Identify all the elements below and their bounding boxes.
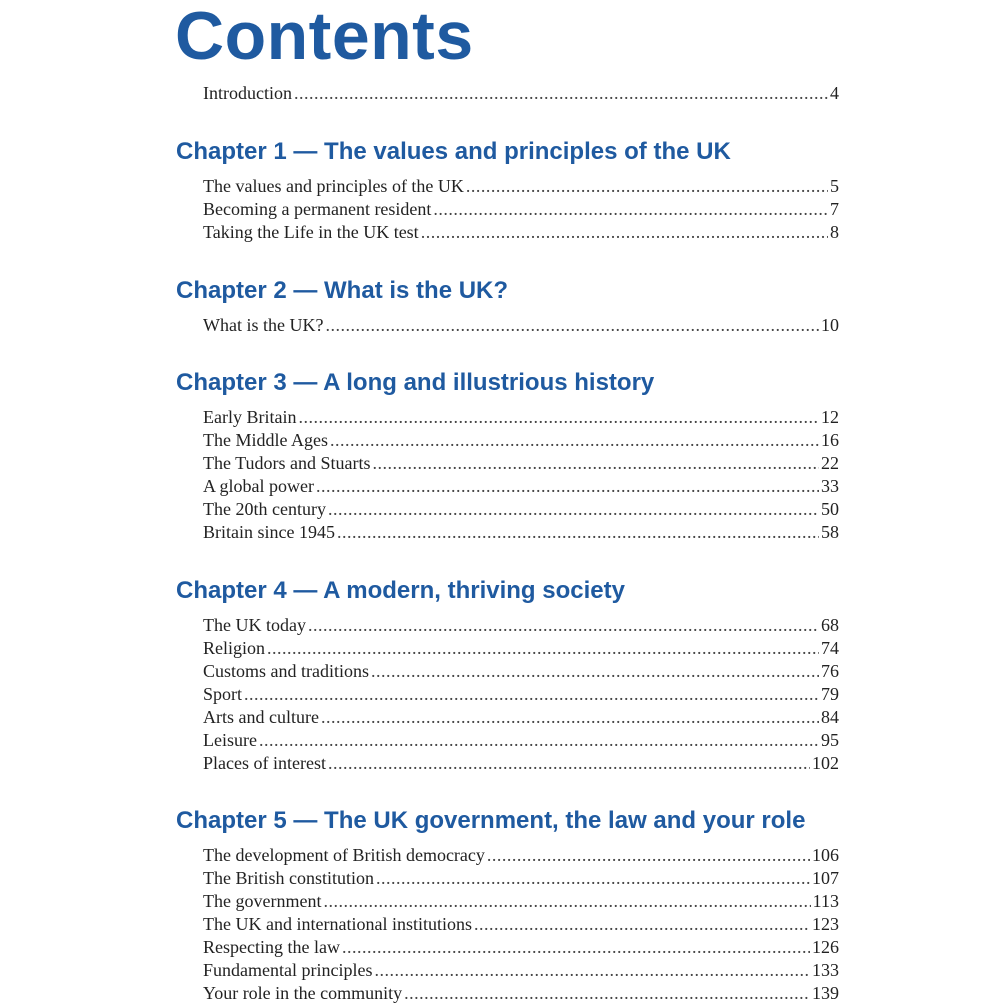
toc-entry-label: Your role in the community	[203, 983, 403, 1003]
toc-entry-label: Britain since 1945	[203, 522, 335, 542]
toc-entry-label: The 20th century	[203, 499, 326, 519]
dot-leader	[421, 221, 828, 244]
toc-entry-label: Early Britain	[203, 407, 297, 427]
dot-leader	[466, 175, 828, 198]
dot-leader	[474, 913, 810, 936]
toc-entry-label: Religion	[203, 638, 265, 658]
toc-entry-page: 74	[821, 638, 839, 658]
toc-entry-page: 58	[821, 522, 839, 542]
toc-entry[interactable]	[203, 959, 839, 982]
dot-leader	[330, 429, 819, 452]
toc-entry-page: 76	[821, 661, 839, 681]
toc-entry-label: Fundamental principles	[203, 960, 373, 980]
toc-entry-label: Becoming a permanent resident	[203, 199, 432, 219]
dot-leader	[487, 844, 810, 867]
toc-entry-page: 16	[821, 430, 839, 450]
toc-entry[interactable]	[203, 729, 839, 752]
dot-leader	[316, 475, 819, 498]
dot-leader	[328, 498, 819, 521]
toc-entry-label: Customs and traditions	[203, 661, 369, 681]
toc-entry[interactable]	[203, 521, 839, 544]
toc-entry-page: 95	[821, 730, 839, 750]
toc-entry-page: 50	[821, 499, 839, 519]
toc-entry-label: The values and principles of the UK	[203, 176, 464, 196]
toc-entry[interactable]	[203, 314, 839, 337]
toc-entry-label: The UK and international institutions	[203, 914, 472, 934]
toc-entry[interactable]	[203, 752, 839, 775]
toc-entry-page: 84	[821, 707, 839, 727]
dot-leader	[404, 982, 810, 1005]
toc-entry-page: 107	[812, 868, 839, 888]
toc-entry-page: 133	[812, 960, 839, 980]
toc-entry-page: 8	[830, 222, 839, 242]
chapter-2-title[interactable]: Chapter 2 — What is the UK?	[176, 277, 509, 304]
toc-entry-label: Sport	[203, 684, 243, 704]
toc-entry-page: 10	[821, 315, 839, 335]
dot-leader	[294, 82, 828, 105]
toc-entry[interactable]	[203, 175, 839, 198]
toc-entry[interactable]	[203, 452, 839, 475]
toc-entry-page: 79	[821, 684, 839, 704]
toc-entry-page: 123	[812, 914, 839, 934]
dot-leader	[433, 198, 828, 221]
toc-entry-label: The Middle Ages	[203, 430, 328, 450]
toc-entry[interactable]	[203, 706, 839, 729]
toc-entry[interactable]	[203, 660, 839, 683]
toc-entry[interactable]	[203, 614, 839, 637]
toc-entry-page: 113	[812, 891, 839, 911]
toc-entry[interactable]	[203, 683, 839, 706]
dot-leader	[374, 959, 810, 982]
toc-entry-page: 68	[821, 615, 839, 635]
toc-entry[interactable]	[203, 498, 839, 521]
toc-entry-label: Introduction	[203, 83, 292, 103]
dot-leader	[337, 521, 819, 544]
toc-entry-label: The British constitution	[203, 868, 374, 888]
toc-entry-label: The development of British democracy	[203, 845, 485, 865]
chapter-3-title[interactable]: Chapter 3 — A long and illustrious history	[176, 369, 655, 396]
toc-entry-page: 5	[830, 176, 839, 196]
dot-leader	[298, 406, 819, 429]
toc-entry-page: 4	[830, 83, 839, 103]
dot-leader	[342, 936, 810, 959]
dot-leader	[308, 614, 819, 637]
toc-entry[interactable]	[203, 936, 839, 959]
toc-entry[interactable]	[203, 406, 839, 429]
toc-entry[interactable]	[203, 982, 839, 1005]
toc-entry-label: Leisure	[203, 730, 257, 750]
dot-leader	[325, 314, 819, 337]
toc-entry[interactable]	[203, 890, 839, 913]
toc-entry-page: 126	[812, 937, 839, 957]
toc-entry[interactable]	[203, 867, 839, 890]
chapter-5-title[interactable]: Chapter 5 — The UK government, the law and your role	[176, 807, 806, 834]
toc-entry-label: The UK today	[203, 615, 306, 635]
toc-entry[interactable]	[203, 429, 839, 452]
toc-entry-page: 7	[830, 199, 839, 219]
toc-entry-page: 33	[821, 476, 839, 496]
dot-leader	[323, 890, 810, 913]
toc-entry-label: Respecting the law	[203, 937, 340, 957]
dot-leader	[267, 637, 819, 660]
dot-leader	[328, 752, 810, 775]
toc-entry-introduction[interactable]	[203, 82, 839, 105]
chapter-1-title[interactable]: Chapter 1 — The values and principles of the UK	[176, 138, 731, 165]
dot-leader	[373, 452, 819, 475]
toc-entry-label: What is the UK?	[203, 315, 324, 335]
dot-leader	[321, 706, 819, 729]
dot-leader	[376, 867, 810, 890]
chapter-4-title[interactable]: Chapter 4 — A modern, thriving society	[176, 577, 625, 604]
toc-entry-label: A global power	[203, 476, 314, 496]
toc-entry-page: 106	[812, 845, 839, 865]
toc-entry-page: 139	[812, 983, 839, 1003]
page-title: Contents	[175, 0, 474, 74]
toc-entry[interactable]	[203, 198, 839, 221]
toc-entry-page: 102	[812, 753, 839, 773]
toc-entry-page: 12	[821, 407, 839, 427]
toc-entry[interactable]	[203, 221, 839, 244]
toc-entry[interactable]	[203, 475, 839, 498]
toc-entry[interactable]	[203, 913, 839, 936]
dot-leader	[244, 683, 819, 706]
dot-leader	[259, 729, 819, 752]
toc-entry-label: The Tudors and Stuarts	[203, 453, 371, 473]
toc-entry-label: Arts and culture	[203, 707, 319, 727]
dot-leader	[371, 660, 819, 683]
toc-entry-label: Places of interest	[203, 753, 326, 773]
toc-entry-label: The government	[203, 891, 322, 911]
toc-entry[interactable]	[203, 637, 839, 660]
toc-entry-label: Taking the Life in the UK test	[203, 222, 419, 242]
toc-entry-page: 22	[821, 453, 839, 473]
toc-entry[interactable]	[203, 844, 839, 867]
